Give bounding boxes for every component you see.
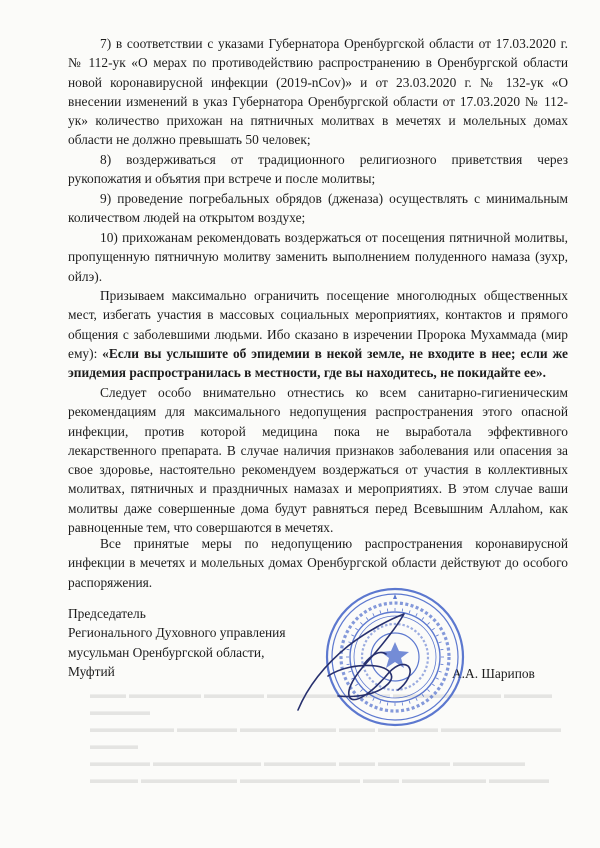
signer-position: Муфтий	[68, 663, 115, 679]
paragraph-item-9: 9) проведение погребальных обрядов (дженаза) осуществлять с минимальным количеством людей на открытом воздухе;	[68, 191, 568, 226]
paragraph-hygiene: Следует особо внимательно отнестись ко всем санитарно-гигиеническим рекомендациям для максимального недопущения распространения этого опасной инфекции, против которой медицина пока не выработала эффективного лекарственного препарата. В случае наличия признаков заболевания или опасения за свое здоровье, настоятельно рекомендуем воздержаться от участия в коллективных молитвах, пятничных и праздничных намазах и мероприятиях. В этом случае ваши молитвы даже совершенные дома будут равняться перед Всевышним Аллаhом, как равноценные тем, что совершаются в мечетях.	[68, 385, 568, 536]
handwritten-signature	[268, 606, 448, 716]
signer-organization-region: мусульман Оренбургской области,	[68, 644, 265, 660]
appeal-text: Призываем максимально ограничить посещение многолюдных общественных мест, избегать участия в массовых социальных мероприятиях, контактов и прямого общения с заболевшими людьми. Ибо сказано в изречении Пророка Мухаммада (мир ему):	[68, 288, 568, 361]
paragraph-item-10: 10) прихожанам рекомендовать воздержаться от посещения пятничной молитвы, пропущенную пятничную молитву заменить выполнением полуденного намаза (зухр, ойлэ).	[68, 230, 568, 284]
paragraph-item-8: 8) воздерживаться от традиционного религиозного приветствия через рукопожатия и объятия при встрече и после молитвы;	[68, 152, 568, 187]
signature-block	[68, 604, 286, 681]
signer-name: А.А. Шарипов	[452, 666, 535, 681]
paragraph-item-7: 7) в соответствии с указами Губернатора Оренбургской области от 17.03.2020 г. № 112-ук «О мерах по противодействию распространению в Оренбургской области новой коронавирусной инфекции (2019-nCov)» и от 23.03.2020 г. № 132-ук «О внесении изменений в указ Губернатора Оренбургской области от 17.03.2020 № 112-ук» количество прихожан на пятничных молитвах в мечетях и молельных домах области не должно превышать 50 человек;	[68, 36, 568, 148]
paragraph-appeal	[68, 286, 568, 382]
hadith-quote: «Если вы услышите об эпидемии в некой земле, не входите в нее; если же эпидемия распространилась в местности, где вы находитесь, не покидайте ее».	[68, 345, 568, 381]
signer-organization: Регионального Духовного управления	[68, 625, 286, 641]
bleed-through-text: ▬▬▬ ▬▬▬▬▬▬ ▬▬▬▬▬ ▬▬▬▬▬▬▬ ▬▬▬ ▬▬▬▬▬▬▬▬▬ ▬▬▬▬ ▬▬▬▬▬ ▬▬▬▬▬▬▬ ▬▬▬▬▬ ▬▬▬▬▬▬▬▬ ▬▬▬ ▬▬▬▬▬ ▬▬▬▬▬▬▬▬▬▬ ▬▬▬▬ ▬▬▬▬▬ ▬▬▬▬▬▬▬▬▬ ▬▬▬▬▬▬ ▬▬▬ ▬▬▬▬▬▬ ▬▬▬▬▬▬ ▬▬▬▬ ▬▬▬▬▬▬▬▬ ▬▬▬▬▬▬▬▬▬▬ ▬▬▬ ▬▬▬▬▬▬▬ ▬▬▬▬▬	[90, 687, 561, 786]
paragraph-closing: Все принятые меры по недопущению распространения коронавирусной инфекции в мечетях и молельных домах Оренбургской области действуют до особого распоряжения.	[68, 536, 568, 590]
signer-title: Председатель	[68, 606, 146, 621]
